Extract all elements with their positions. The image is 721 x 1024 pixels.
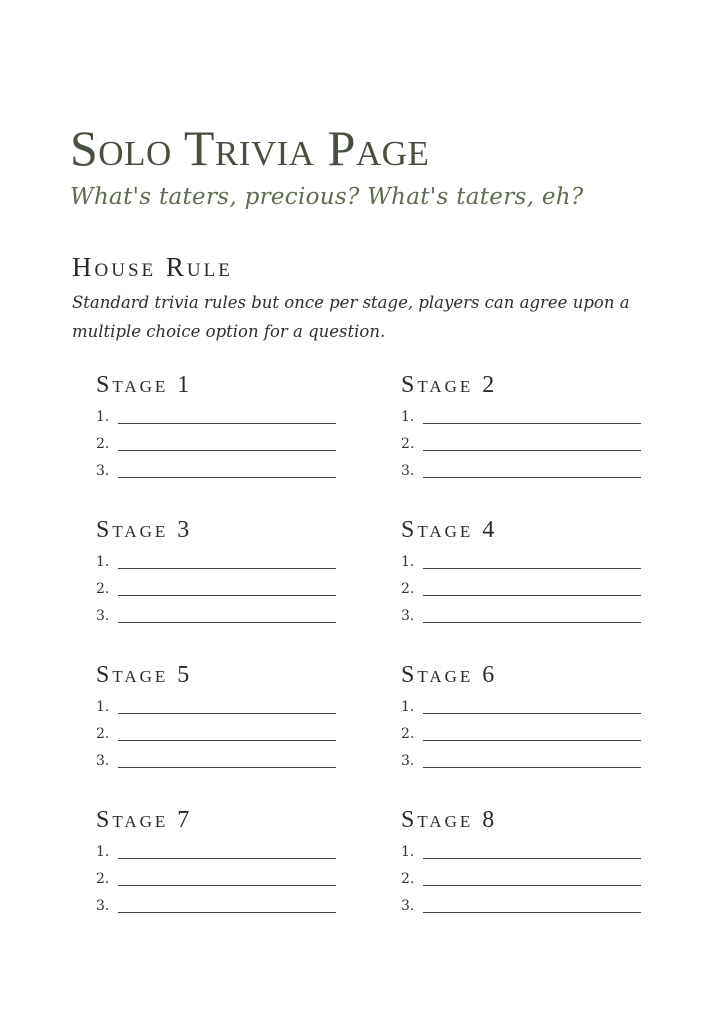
question-number: 3. xyxy=(96,898,110,914)
question-line[interactable] xyxy=(96,454,336,481)
stage-block-6 xyxy=(401,660,641,771)
question-line[interactable] xyxy=(401,545,641,572)
question-number: 2. xyxy=(401,581,415,597)
question-number: 1. xyxy=(96,554,110,570)
question-number: 2. xyxy=(96,581,110,597)
question-line[interactable] xyxy=(96,862,336,889)
page-title: Solo Trivia Page xyxy=(70,120,430,176)
answer-blank[interactable] xyxy=(423,767,641,768)
stage-title: Stage 4 xyxy=(401,517,498,543)
question-line[interactable] xyxy=(401,717,641,744)
question-line[interactable] xyxy=(96,599,336,626)
answer-blank[interactable] xyxy=(423,477,641,478)
question-line[interactable] xyxy=(96,835,336,862)
answer-blank[interactable] xyxy=(118,912,336,913)
question-line[interactable] xyxy=(401,862,641,889)
answer-blank[interactable] xyxy=(423,858,641,859)
question-line[interactable] xyxy=(96,744,336,771)
answer-blank[interactable] xyxy=(423,423,641,424)
house-rule-text: Standard trivia rules but once per stage, players can agree upon a multiple choice option for a question. xyxy=(72,293,630,341)
question-number: 1. xyxy=(96,699,110,715)
question-line[interactable] xyxy=(96,717,336,744)
question-number: 2. xyxy=(96,726,110,742)
answer-blank[interactable] xyxy=(423,595,641,596)
house-rule-heading: House Rule xyxy=(72,252,233,282)
answer-blank[interactable] xyxy=(118,622,336,623)
stage-title: Stage 5 xyxy=(96,662,193,688)
stage-block-4 xyxy=(401,515,641,626)
question-line[interactable] xyxy=(401,400,641,427)
question-line[interactable] xyxy=(401,744,641,771)
question-line[interactable] xyxy=(96,889,336,916)
stage-block-5 xyxy=(96,660,336,771)
answer-blank[interactable] xyxy=(423,885,641,886)
answer-blank[interactable] xyxy=(118,858,336,859)
question-number: 3. xyxy=(401,753,415,769)
question-line[interactable] xyxy=(96,690,336,717)
question-line[interactable] xyxy=(401,835,641,862)
question-number: 3. xyxy=(96,608,110,624)
stage-block-8 xyxy=(401,805,641,916)
stage-title: Stage 1 xyxy=(96,372,193,398)
answer-blank[interactable] xyxy=(423,622,641,623)
question-line[interactable] xyxy=(401,690,641,717)
answer-blank[interactable] xyxy=(423,450,641,451)
question-line[interactable] xyxy=(96,572,336,599)
stage-block-3 xyxy=(96,515,336,626)
stage-block-2 xyxy=(401,370,641,481)
question-number: 3. xyxy=(401,463,415,479)
answer-blank[interactable] xyxy=(118,595,336,596)
question-number: 1. xyxy=(401,699,415,715)
page-subtitle: What's taters, precious? What's taters, eh? xyxy=(70,184,584,210)
answer-blank[interactable] xyxy=(118,477,336,478)
question-number: 1. xyxy=(96,844,110,860)
stage-title: Stage 7 xyxy=(96,807,193,833)
question-number: 2. xyxy=(401,871,415,887)
answer-blank[interactable] xyxy=(118,885,336,886)
question-line[interactable] xyxy=(96,545,336,572)
question-number: 2. xyxy=(96,436,110,452)
question-number: 2. xyxy=(401,726,415,742)
answer-blank[interactable] xyxy=(118,767,336,768)
question-number: 1. xyxy=(401,409,415,425)
question-line[interactable] xyxy=(96,427,336,454)
answer-blank[interactable] xyxy=(118,713,336,714)
question-line[interactable] xyxy=(401,599,641,626)
answer-blank[interactable] xyxy=(118,568,336,569)
answer-blank[interactable] xyxy=(118,423,336,424)
question-number: 2. xyxy=(401,436,415,452)
question-number: 3. xyxy=(401,898,415,914)
stage-block-7 xyxy=(96,805,336,916)
question-number: 3. xyxy=(401,608,415,624)
stage-title: Stage 2 xyxy=(401,372,498,398)
question-line[interactable] xyxy=(401,889,641,916)
question-line[interactable] xyxy=(401,454,641,481)
answer-blank[interactable] xyxy=(423,740,641,741)
question-line[interactable] xyxy=(96,400,336,427)
question-number: 3. xyxy=(96,753,110,769)
stage-title: Stage 8 xyxy=(401,807,498,833)
question-number: 1. xyxy=(401,554,415,570)
question-line[interactable] xyxy=(401,572,641,599)
stage-title: Stage 3 xyxy=(96,517,193,543)
stage-title: Stage 6 xyxy=(401,662,498,688)
answer-blank[interactable] xyxy=(423,912,641,913)
question-number: 3. xyxy=(96,463,110,479)
question-number: 2. xyxy=(96,871,110,887)
question-number: 1. xyxy=(96,409,110,425)
answer-blank[interactable] xyxy=(118,450,336,451)
answer-blank[interactable] xyxy=(423,568,641,569)
question-number: 1. xyxy=(401,844,415,860)
answer-blank[interactable] xyxy=(423,713,641,714)
question-line[interactable] xyxy=(401,427,641,454)
answer-blank[interactable] xyxy=(118,740,336,741)
stage-block-1 xyxy=(96,370,336,481)
